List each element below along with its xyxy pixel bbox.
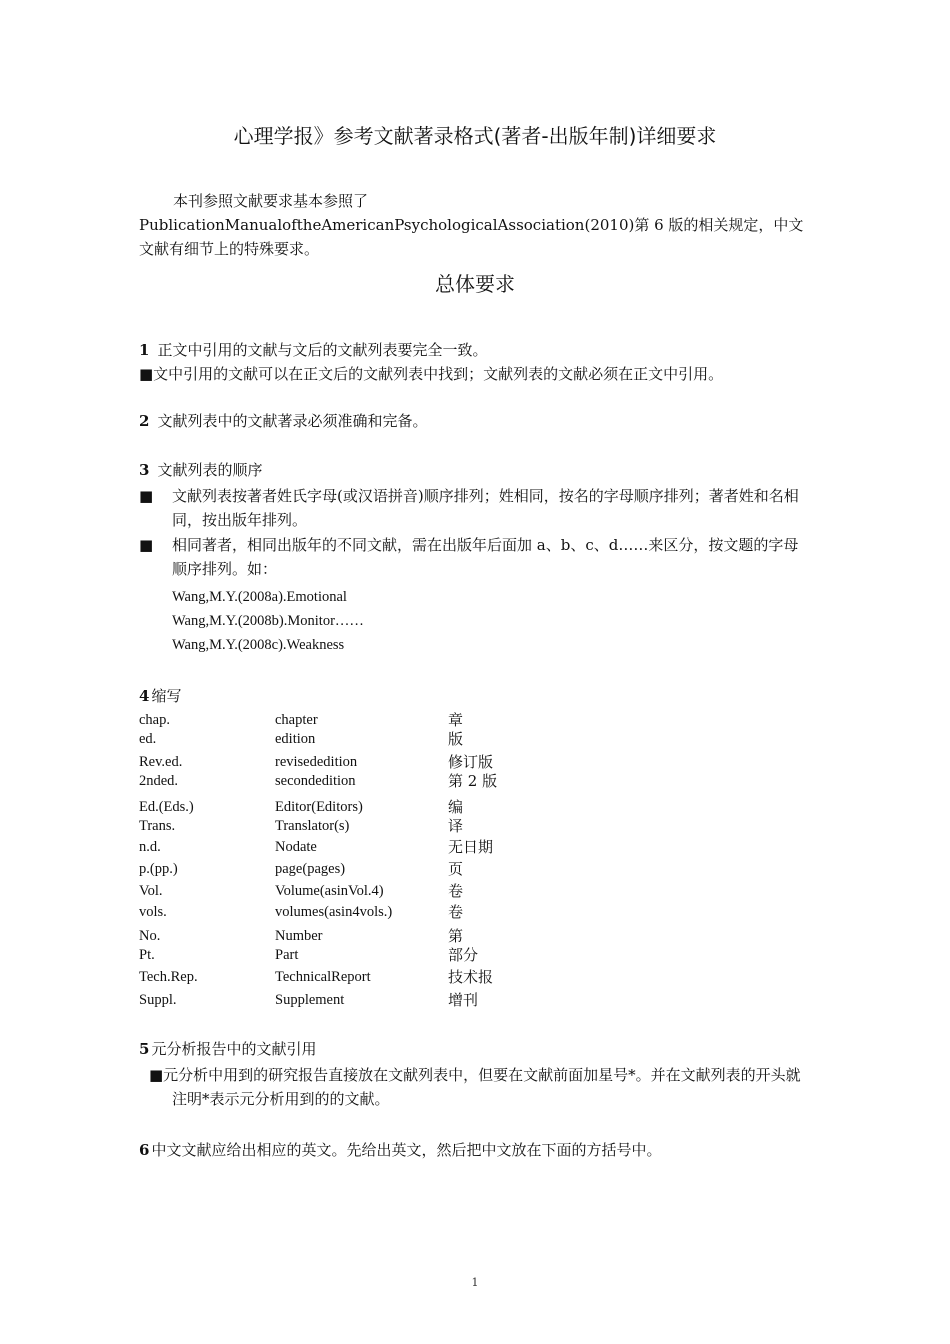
- zh-cell: 技术报: [448, 968, 494, 986]
- section-1-heading: [139, 339, 487, 361]
- section-5-bullet-text: ■元分析中用到的研究报告直接放在文献列表中，但要在文献前面加星号*。并在文献列表的开头就注明*表示元分析用到的的文献。: [149, 1066, 801, 1108]
- abbr-cell: Trans.: [139, 818, 176, 834]
- abbr-cell: 2nded.: [139, 773, 179, 789]
- section-5-heading: [139, 1038, 316, 1060]
- full-cell: page(pages): [275, 861, 346, 877]
- full-cell: edition: [275, 731, 316, 747]
- section-3-text: 文献列表的顺序: [157, 461, 263, 479]
- page-title: 心理学报》参考文献著录格式(著者-出版年制)详细要求: [233, 124, 717, 148]
- section-2-number: 2: [139, 412, 150, 430]
- abbr-cell: ed.: [139, 731, 157, 747]
- section-4-heading: [139, 685, 181, 707]
- section-5-bullet: [139, 1063, 801, 1111]
- section-4-number: 4: [139, 687, 150, 705]
- full-cell: secondedition: [275, 773, 356, 789]
- full-cell: chapter: [275, 712, 318, 728]
- abbr-cell: Tech.Rep.: [139, 969, 198, 985]
- section-3-bullet-1: [139, 484, 801, 532]
- zh-cell: 章: [448, 711, 464, 729]
- abbr-cell: Rev.ed.: [139, 754, 183, 770]
- full-cell: volumes(asin4vols.): [275, 904, 393, 920]
- section-5-number: 5: [139, 1040, 150, 1058]
- zh-cell: 卷: [448, 903, 464, 921]
- zh-cell: 部分: [448, 946, 479, 964]
- section-3-bullet-2: [139, 533, 801, 581]
- bullet-square-icon: ■: [139, 536, 154, 554]
- full-cell: revisededition: [275, 754, 358, 770]
- section-6-text: 中文文献应给出相应的英文。先给出英文，然后把中文放在下面的方括号中。: [151, 1141, 662, 1159]
- section-3-number: 3: [139, 461, 150, 479]
- abbr-cell: Ed.(Eds.): [139, 799, 194, 815]
- full-cell: TechnicalReport: [275, 969, 371, 985]
- zh-cell: 页: [448, 860, 464, 878]
- full-cell: Volume(asinVol.4): [275, 883, 384, 899]
- zh-cell: 无日期: [448, 838, 494, 856]
- section-2-text: 文献列表中的文献著录必须准确和完备。: [157, 412, 428, 430]
- section-4-text: 缩写: [151, 687, 182, 705]
- section-1-number: 1: [139, 341, 150, 359]
- full-cell: Translator(s): [275, 818, 350, 834]
- abbr-cell: chap.: [139, 712, 170, 728]
- section-2-heading: [139, 410, 427, 432]
- abbr-cell: Suppl.: [139, 992, 177, 1008]
- abbr-cell: n.d.: [139, 839, 161, 855]
- section-6-heading: [139, 1139, 661, 1161]
- zh-cell: 增刊: [448, 991, 479, 1009]
- example-reference: Wang,M.Y.(2008c).Weakness: [172, 637, 345, 653]
- abbr-cell: vols.: [139, 904, 167, 920]
- section-6-number: 6: [139, 1141, 150, 1159]
- page-number: 1: [471, 1276, 479, 1289]
- zh-cell: 卷: [448, 882, 464, 900]
- full-cell: Nodate: [275, 839, 317, 855]
- full-cell: Supplement: [275, 992, 345, 1008]
- bullet-square-icon: ■: [139, 487, 154, 505]
- example-reference: Wang,M.Y.(2008b).Monitor……: [172, 613, 364, 629]
- intro-paragraph: 本刊参照文献要求基本参照了 PublicationManualoftheAmericanPsychologicalAssociation(2010)第 6 版的相关规定，中文文献有细节上的特殊要求。: [139, 192, 804, 258]
- section-1-text: 正文中引用的文献与文后的文献列表要完全一致。: [157, 341, 488, 359]
- section-title: 总体要求: [435, 272, 515, 296]
- section-1-bullet: ■文中引用的文献可以在正文后的文献列表中找到；文献列表的文献必须在正文中引用。: [139, 365, 724, 383]
- section-3-bullet-1-text: 文献列表按著者姓氏字母(或汉语拼音)顺序排列；姓相同，按名的字母顺序排列；著者姓和名相同，按出版年排列。: [172, 487, 799, 529]
- abbr-cell: p.(pp.): [139, 861, 178, 877]
- example-reference: Wang,M.Y.(2008a).Emotional: [172, 589, 347, 605]
- abbr-cell: No.: [139, 928, 161, 944]
- zh-cell: 版: [448, 730, 464, 748]
- section-3-bullet-2-text: 相同著者，相同出版年的不同文献，需在出版年后面加 a、b、c、d……来区分，按文题的字母顺序排列。如：: [172, 536, 799, 578]
- zh-cell: 第 2 版: [448, 772, 498, 790]
- section-5-text: 元分析报告中的文献引用: [151, 1040, 317, 1058]
- abbr-cell: Vol.: [139, 883, 163, 899]
- zh-cell: 第: [448, 927, 464, 945]
- section-3-heading: [139, 459, 262, 481]
- abbr-cell: Pt.: [139, 947, 155, 963]
- full-cell: Number: [275, 928, 323, 944]
- full-cell: Editor(Editors): [275, 799, 363, 815]
- zh-cell: 译: [448, 817, 464, 835]
- full-cell: Part: [275, 947, 299, 963]
- zh-cell: 编: [448, 798, 464, 816]
- zh-cell: 修订版: [448, 753, 494, 771]
